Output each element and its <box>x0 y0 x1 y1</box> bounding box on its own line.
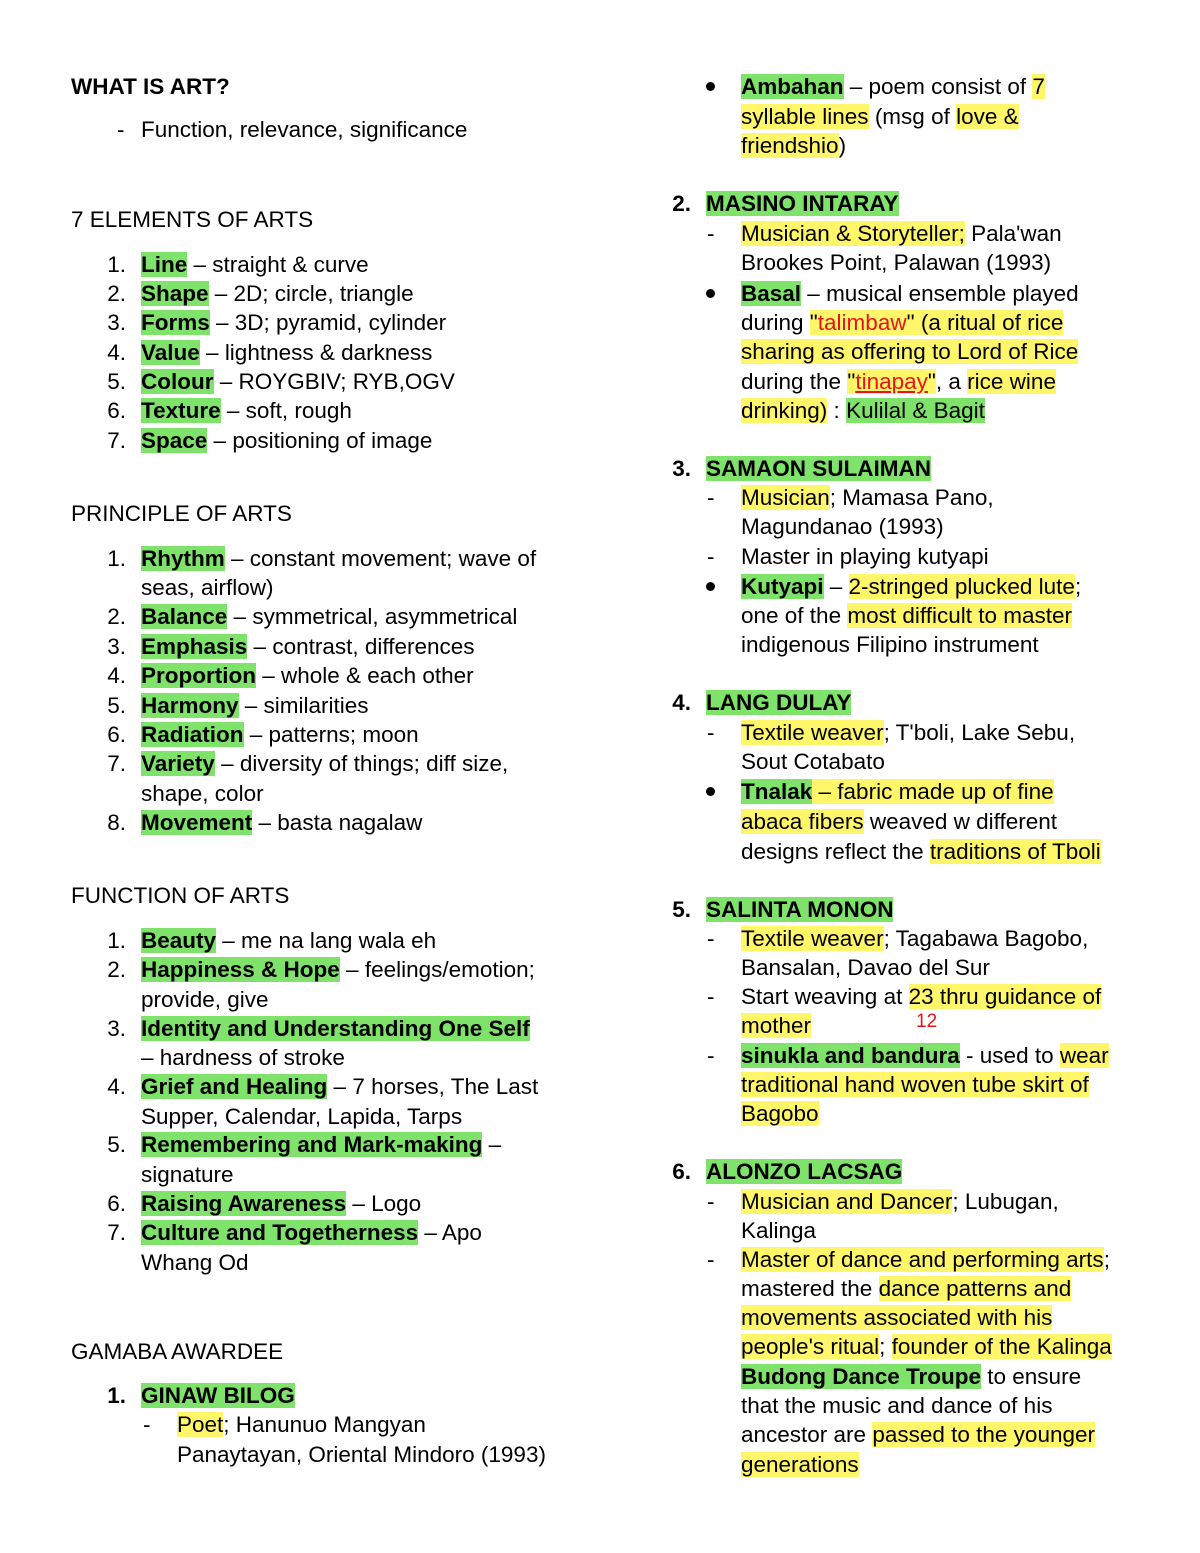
highlight: – fabric made up of fine <box>812 779 1054 804</box>
list-term: Proportion <box>141 663 256 688</box>
heading-functions: FUNCTION OF ARTS <box>71 883 290 908</box>
heading-gamaba: GAMABA AWARDEE <box>71 1339 284 1364</box>
text: weaved w different <box>863 809 1058 834</box>
list-item <box>141 544 536 573</box>
dash-bullet: - <box>707 1043 715 1068</box>
dash-bullet: - <box>117 117 125 142</box>
list-item <box>141 1189 421 1218</box>
list-number: 6. <box>107 722 126 747</box>
text: – <box>823 574 849 599</box>
text: during the <box>741 369 848 394</box>
list-number: 2. <box>107 957 126 982</box>
list-number: 2. <box>672 191 691 216</box>
list-term: Happiness & Hope <box>141 957 340 982</box>
list-item <box>141 602 517 631</box>
list-desc: – positioning of image <box>207 428 433 453</box>
list-number: 5. <box>107 369 126 394</box>
highlight: abaca fibers <box>741 809 864 834</box>
text: (msg of <box>868 104 957 129</box>
quote: " <box>809 310 818 335</box>
text: ; <box>879 1334 892 1359</box>
awardee-origin: ; Tagabawa Bagobo, <box>883 926 1089 951</box>
list-number: 1. <box>107 252 126 277</box>
list-item <box>141 661 474 690</box>
list-desc-cont: seas, airflow) <box>141 575 274 600</box>
highlight: 7 <box>1032 74 1045 99</box>
list-number: 8. <box>107 810 126 835</box>
highlight: traditions of Tboli <box>929 839 1101 864</box>
list-term: Texture <box>141 398 221 423</box>
list-number: 5. <box>107 1132 126 1157</box>
list-desc-cont: – hardness of stroke <box>141 1045 345 1070</box>
awardee-name: ALONZO LACSAG <box>706 1159 903 1184</box>
list-desc: – lightness & darkness <box>199 340 433 365</box>
list-item <box>141 720 419 749</box>
list-desc: – diversity of things; diff size, <box>214 751 509 776</box>
highlight: friendshio <box>741 133 839 158</box>
highlight: dance patterns and <box>878 1276 1072 1301</box>
list-number: 7. <box>107 1220 126 1245</box>
list-desc-cont: Whang Od <box>141 1250 249 1275</box>
awardee-origin-cont: Bansalan, Davao del Sur <box>741 955 990 980</box>
highlight: movements associated with his <box>741 1305 1053 1330</box>
list-desc-cont: signature <box>141 1162 234 1187</box>
highlight: generations <box>741 1452 859 1477</box>
list-desc: – 7 horses, The Last <box>327 1074 539 1099</box>
list-item <box>141 367 455 396</box>
list-term: Raising Awareness <box>141 1191 347 1216</box>
heading-what-is-art: WHAT IS ART? <box>71 74 230 99</box>
dash-bullet: - <box>707 485 715 510</box>
highlight: love & <box>956 104 1019 129</box>
text: : <box>827 398 847 423</box>
list-desc: – ROYGBIV; RYB,OGV <box>213 369 455 394</box>
quote: " <box>847 369 856 394</box>
dash-bullet: - <box>707 1247 715 1272</box>
text: one of the <box>741 603 848 628</box>
list-term: Balance <box>141 604 228 629</box>
term-basal: Basal <box>741 281 802 306</box>
list-number: 5. <box>107 693 126 718</box>
highlight: drinking) <box>741 398 828 423</box>
text: , a <box>935 369 968 394</box>
highlight: rice wine <box>967 369 1056 394</box>
handwritten-note: 12 <box>916 1011 938 1032</box>
list-term: Harmony <box>141 693 239 718</box>
dash-bullet: - <box>707 544 715 569</box>
list-term: Shape <box>141 281 209 306</box>
quote: " <box>906 310 915 335</box>
list-item <box>141 691 369 720</box>
heading-elements: 7 ELEMENTS OF ARTS <box>71 207 314 232</box>
highlight: mother <box>741 1013 812 1038</box>
term-kutyapi: Kutyapi <box>741 574 824 599</box>
list-number: 2. <box>107 281 126 306</box>
list-desc: – 2D; circle, triangle <box>208 281 414 306</box>
text: to ensure <box>981 1364 1082 1389</box>
list-term: Line <box>141 252 188 277</box>
list-desc: – <box>482 1132 502 1157</box>
bullet-icon <box>706 582 715 591</box>
list-item <box>141 1072 538 1101</box>
list-number: 3. <box>107 634 126 659</box>
awardee-role: Musician and Dancer <box>741 1189 953 1214</box>
dash-bullet: - <box>707 720 715 745</box>
highlight: (a ritual of rice <box>914 310 1064 335</box>
text: Master in playing kutyapi <box>741 544 989 569</box>
awardee-role: Textile weaver <box>741 926 884 951</box>
awardee-role: Poet <box>177 1412 224 1437</box>
list-desc: – constant movement; wave of <box>224 546 537 571</box>
list-term: Rhythm <box>141 546 225 571</box>
list-number: 3. <box>107 310 126 335</box>
list-desc: – contrast, differences <box>247 634 475 659</box>
term-tinapay: tinapay <box>855 369 928 394</box>
term-sinukla: sinukla and bandura <box>741 1043 960 1068</box>
list-number: 1. <box>107 1383 126 1408</box>
dash-bullet: - <box>707 984 715 1009</box>
awardee-name: LANG DULAY <box>706 690 852 715</box>
awardee-origin-cont: Brookes Point, Palawan (1993) <box>741 250 1052 275</box>
awardee-origin: ; T'boli, Lake Sebu, <box>883 720 1076 745</box>
list-desc: – Apo <box>418 1220 482 1245</box>
list-term: Colour <box>141 369 214 394</box>
highlight: Master of dance and performing arts <box>741 1247 1104 1272</box>
list-desc: – patterns; moon <box>243 722 419 747</box>
list-item <box>141 926 436 955</box>
list-item <box>141 1218 482 1247</box>
list-number: 7. <box>107 751 126 776</box>
highlight: syllable lines <box>741 104 869 129</box>
list-desc: – feelings/emotion; <box>339 957 535 982</box>
highlight: most difficult to master <box>847 603 1073 628</box>
list-term: Space <box>141 428 208 453</box>
text: during <box>741 310 810 335</box>
list-desc: – similarities <box>238 693 369 718</box>
term-budong-dance-troupe: Budong Dance Troupe <box>741 1364 982 1389</box>
awardee-origin-cont: Panaytayan, Oriental Mindoro (1993) <box>177 1442 546 1467</box>
list-item <box>141 1130 501 1159</box>
awardee-origin: ; Hanunuo Mangyan <box>223 1412 426 1437</box>
list-number: 7. <box>107 428 126 453</box>
text: ) <box>838 133 847 158</box>
highlight: Bagobo <box>741 1101 819 1126</box>
list-desc: – me na lang wala eh <box>216 928 437 953</box>
list-term: Culture and Togetherness <box>141 1220 419 1245</box>
list-desc-cont: shape, color <box>141 781 264 806</box>
bullet-icon <box>706 787 715 796</box>
list-item <box>141 308 446 337</box>
what-is-art-item: Function, relevance, significance <box>141 117 468 142</box>
list-item <box>141 955 535 984</box>
awardee-name: MASINO INTARAY <box>706 191 899 216</box>
term-talimbaw: talimbaw <box>817 310 907 335</box>
list-item <box>141 749 508 778</box>
list-term: Remembering and Mark-making <box>141 1132 483 1157</box>
highlight: 2-stringed plucked lute <box>848 574 1075 599</box>
list-number: 2. <box>107 604 126 629</box>
list-item <box>141 1014 530 1043</box>
term-ambahan: Ambahan <box>741 74 844 99</box>
list-desc: – straight & curve <box>187 252 369 277</box>
list-term: Radiation <box>141 722 244 747</box>
awardee-origin: ; Mamasa Pano, <box>829 485 994 510</box>
list-term: Identity and Understanding One Self <box>141 1016 530 1041</box>
list-number: 6. <box>107 398 126 423</box>
bullet-icon <box>706 82 715 91</box>
dash-bullet: - <box>707 926 715 951</box>
list-desc-cont: provide, give <box>141 987 269 1012</box>
text: – poem consist of <box>843 74 1033 99</box>
list-desc: – soft, rough <box>220 398 352 423</box>
list-number: 1. <box>107 546 126 571</box>
list-desc: – basta nagalaw <box>252 810 423 835</box>
list-term: Beauty <box>141 928 217 953</box>
text: ; <box>1074 574 1082 599</box>
text: Start weaving at <box>741 984 909 1009</box>
list-term: Emphasis <box>141 634 248 659</box>
awardee-name: SAMAON SULAIMAN <box>706 456 931 481</box>
list-term: Variety <box>141 751 215 776</box>
bullet-icon <box>706 289 715 298</box>
list-term: Grief and Healing <box>141 1074 328 1099</box>
awardee-origin-cont: Sout Cotabato <box>741 749 885 774</box>
highlight: founder of the Kalinga <box>891 1334 1112 1359</box>
list-item <box>141 808 422 837</box>
awardee-role: Textile weaver <box>741 720 884 745</box>
awardee-role: Musician <box>741 485 830 510</box>
text: – musical ensemble played <box>801 281 1079 306</box>
list-term: Movement <box>141 810 253 835</box>
list-item <box>141 250 369 279</box>
list-number: 4. <box>107 1074 126 1099</box>
dash-bullet: - <box>143 1412 151 1437</box>
list-desc: – symmetrical, asymmetrical <box>227 604 518 629</box>
list-item <box>141 632 475 661</box>
list-desc-cont: Supper, Calendar, Lapida, Tarps <box>141 1104 463 1129</box>
list-number: 4. <box>672 690 691 715</box>
text: ; <box>1103 1247 1110 1272</box>
dash-bullet: - <box>707 221 715 246</box>
awardee-name: GINAW BILOG <box>141 1383 295 1408</box>
list-number: 6. <box>672 1159 691 1184</box>
highlight: 23 thru guidance of <box>908 984 1102 1009</box>
list-number: 4. <box>107 340 126 365</box>
list-desc: – whole & each other <box>255 663 474 688</box>
highlight: sharing as offering to Lord of Rice <box>741 339 1079 364</box>
term-tnalak: Tnalak <box>741 779 813 804</box>
list-number: 5. <box>672 897 691 922</box>
text: designs reflect the <box>741 839 930 864</box>
dash-bullet: - <box>707 1189 715 1214</box>
text: mastered the <box>741 1276 879 1301</box>
highlight: passed to the younger <box>872 1422 1095 1447</box>
highlight: wear <box>1059 1043 1109 1068</box>
text: - used to <box>959 1043 1060 1068</box>
list-number: 3. <box>107 1016 126 1041</box>
awardee-origin: Pala'wan <box>964 221 1062 246</box>
quote: " <box>927 369 936 394</box>
heading-principles: PRINCIPLE OF ARTS <box>71 501 292 526</box>
awardee-role: Musician & Storyteller; <box>741 221 965 246</box>
awardee-origin-cont: Kalinga <box>741 1218 817 1243</box>
awardee-origin-cont: Magundanao (1993) <box>741 514 944 539</box>
list-term: Value <box>141 340 200 365</box>
list-term: Forms <box>141 310 210 335</box>
highlight: traditional hand woven tube skirt of <box>741 1072 1089 1097</box>
list-desc: – 3D; pyramid, cylinder <box>209 310 447 335</box>
list-number: 6. <box>107 1191 126 1216</box>
awardee-origin: ; Lubugan, <box>952 1189 1059 1214</box>
list-item <box>141 279 414 308</box>
text: ancestor are <box>741 1422 873 1447</box>
list-number: 4. <box>107 663 126 688</box>
list-number: 1. <box>107 928 126 953</box>
awardee-name: SALINTA MONON <box>706 897 894 922</box>
highlight: people's ritual <box>741 1334 880 1359</box>
text: indigenous Filipino instrument <box>741 632 1039 657</box>
list-number: 3. <box>672 456 691 481</box>
list-item <box>141 338 432 367</box>
text: that the music and dance of his <box>741 1393 1053 1418</box>
green-highlight: Kulilal & Bagit <box>846 398 985 423</box>
list-desc: – Logo <box>346 1191 422 1216</box>
list-item <box>141 396 352 425</box>
list-item <box>141 426 432 455</box>
